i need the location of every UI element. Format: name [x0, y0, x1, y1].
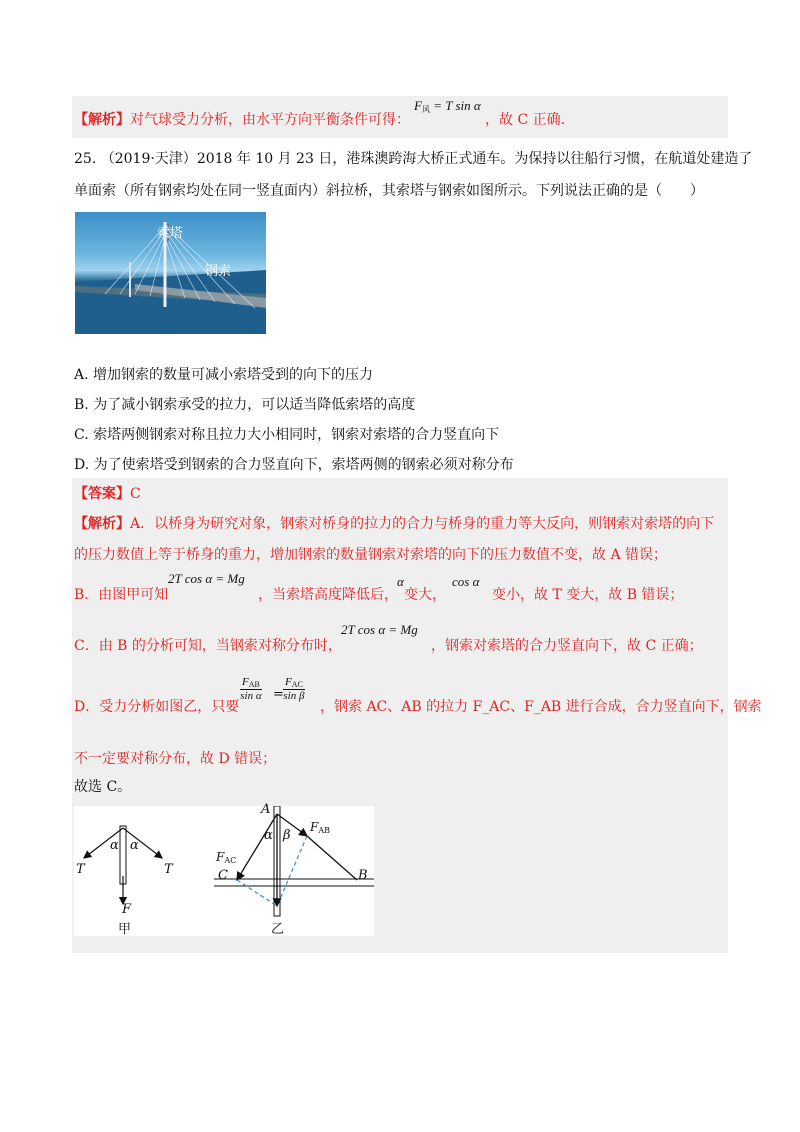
jia-angle-right: α: [130, 838, 139, 853]
analysis-c-formula: 2T cos α = Mg: [341, 622, 418, 637]
analysis-d-part2: ，钢索 AC、AB 的拉力 F_AC、F_AB 进行合成，合力竖直向下，钢索: [320, 699, 762, 715]
analysis-d-line2: 不一定要对称分布，故 D 错误；: [74, 751, 277, 767]
analysis-d-frac-left: $F_{AB}$ sin α: [240, 676, 262, 702]
analysis-a-line2: 的压力数值上等于桥身的重力，增加钢索的数量钢索对索塔的向下的压力数值不变，故 A 错误；: [74, 547, 668, 563]
analysis-b-part1: B．由图甲可知: [74, 587, 169, 603]
figure-jia: [84, 826, 162, 904]
yi-point-b: B: [358, 868, 368, 883]
analysis-label: 【解析】: [74, 516, 130, 532]
answer-label: 【答案】: [74, 486, 130, 502]
option-c: C. 索塔两侧钢索对称且拉力大小相同时，钢索对索塔的合力竖直向下: [74, 427, 500, 443]
jia-angle-left: α: [110, 838, 119, 853]
figure-panel: [74, 802, 374, 937]
yi-force-ab: $F_{AB}$: [310, 820, 330, 835]
top-analysis-label: 【解析】: [74, 112, 130, 128]
question-number: 25.: [74, 151, 97, 167]
analysis-b-formula: 2T cos α = Mg: [168, 571, 245, 586]
analysis-d-equals: =: [273, 687, 284, 702]
jia-force-right: T: [164, 862, 173, 877]
analysis-d-part1: D．受力分析如图乙，只要: [74, 699, 240, 715]
jia-force-down: F: [122, 902, 132, 917]
top-analysis-formula: $F_风 = T$ sin α: [414, 98, 481, 114]
question-stem-line1: 25. （2019·天津）2018 年 10 月 23 日，港珠澳跨海大桥正式通车。为保持以往船行习惯，在航道处建造了: [74, 151, 753, 167]
question-stem-line2: 单面索（所有钢索均处在同一竖直面内）斜拉桥，其索塔与钢索如图所示。下列说法正确的是（ ）: [74, 183, 704, 199]
analysis-c-part1: C．由 B 的分析可知，当钢索对称分布时，: [74, 638, 342, 654]
bridge-photo: [75, 212, 266, 334]
photo-label-tower: 索塔: [157, 226, 184, 241]
analysis-d-frac-right: $F_{AC}$ sin β: [283, 676, 305, 702]
top-analysis-text: 【解析】对气球受力分析，由水平方向平衡条件可得：: [74, 112, 410, 128]
photo-label-cable: 钢索: [205, 264, 232, 279]
analysis-b-part2: ，当索塔高度降低后，: [258, 587, 398, 603]
yi-angle-beta: β: [283, 828, 291, 843]
answer-line: [74, 484, 141, 504]
analysis-conclusion: 故选 C。: [74, 779, 132, 795]
yi-point-c: C: [218, 868, 228, 883]
yi-point-a: A: [261, 802, 271, 817]
analysis-b-alpha: α: [397, 574, 404, 589]
answer-value: C: [130, 486, 141, 502]
analysis-b-part3: 变大，: [404, 587, 446, 603]
yi-force-ac: $F_{AC}$: [216, 850, 237, 865]
yi-caption: 乙: [271, 922, 285, 937]
jia-caption: 甲: [118, 922, 132, 937]
option-d: D. 为了使索塔受到钢索的合力竖直向下，索塔两侧的钢索必须对称分布: [74, 457, 514, 473]
analysis-a-line1: 【解析】A．以桥身为研究对象，钢索对桥身的拉力的合力与桥身的重力等大反向，则钢索对索塔的向下: [74, 516, 715, 532]
question-source: （2019·天津）: [100, 151, 197, 167]
top-analysis-conclusion: ，故 C 正确.: [485, 112, 566, 128]
option-a: A. 增加钢索的数量可减小索塔受到的向下的压力: [74, 367, 374, 383]
yi-angle-alpha: α: [264, 828, 273, 843]
analysis-c-part2: ，钢索对索塔的合力竖直向下，故 C 正确；: [431, 638, 703, 654]
analysis-b-cos: cos α: [452, 574, 480, 589]
figure-yi: [214, 806, 374, 916]
option-b: B. 为了减小钢索承受的拉力，可以适当降低索塔的高度: [74, 397, 416, 413]
jia-force-left: T: [76, 862, 85, 877]
analysis-b-part4: 变小，故 T 变大，故 B 错误；: [492, 587, 684, 603]
